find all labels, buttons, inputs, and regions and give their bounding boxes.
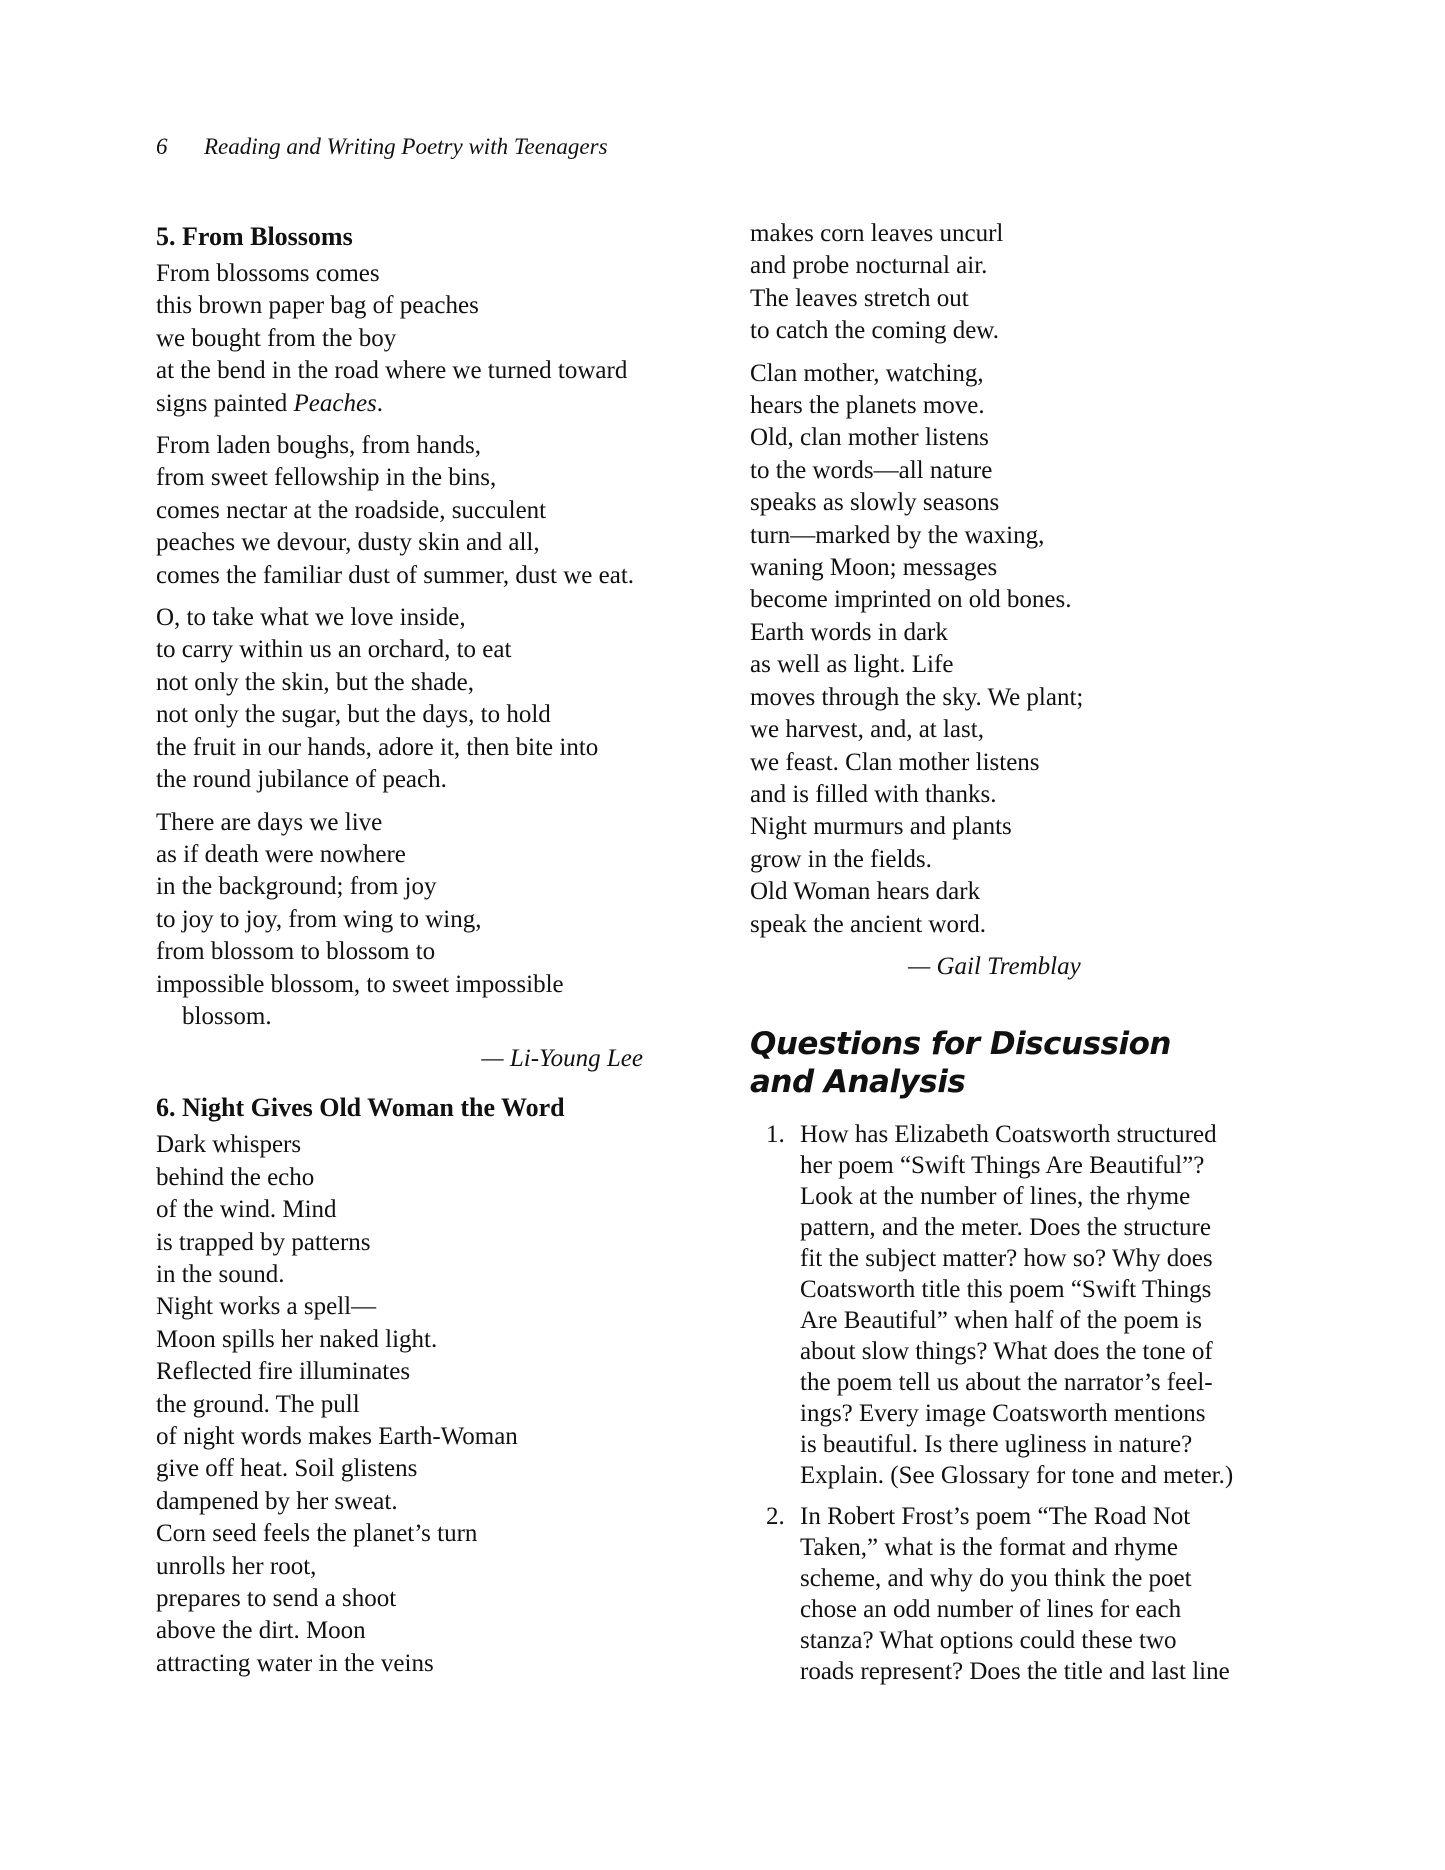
poem-line: we feast. Clan mother listens (750, 748, 1040, 776)
poem-line: not only the sugar, but the days, to hold (156, 701, 551, 729)
poem-line: behind the echo (156, 1163, 315, 1191)
poem-line: at the bend in the road where we turned toward (156, 357, 628, 385)
poem-line: speaks as slowly seasons (750, 489, 1000, 517)
poem-line: from blossom to blossom to (156, 938, 436, 966)
question-text-line: the poem tell us about the narrator’s feel- (800, 1368, 1213, 1396)
question-text-line: fit the subject matter? how so? Why does (800, 1244, 1213, 1272)
poem-line: give off heat. Soil glistens (156, 1455, 418, 1483)
left-column (156, 218, 716, 1690)
poem-line: peaches we devour, dusty skin and all, (156, 529, 540, 557)
poem-line: to the words—all nature (750, 456, 993, 484)
poem-line: Clan mother, watching, (750, 359, 984, 387)
poem-stanza (156, 807, 716, 1034)
poem-stanza (750, 358, 1310, 941)
poem-line: in the background; from joy (156, 873, 437, 901)
question-text-line: her poem “Swift Things Are Beautiful”? (800, 1151, 1205, 1179)
question-text-line: about slow things? What does the tone of (800, 1337, 1213, 1365)
poem-line: as if death were nowhere (156, 840, 406, 868)
running-header (156, 134, 608, 160)
question-text-line: Coatsworth title this poem “Swift Things (800, 1275, 1212, 1303)
poem-line: hears the planets move. (750, 392, 985, 420)
poem-line: Old, clan mother listens (750, 424, 989, 452)
poem-line: attracting water in the veins (156, 1649, 434, 1677)
poem-line-italic: Peaches (293, 389, 377, 417)
poem-line: Dark whispers (156, 1131, 302, 1159)
poem-line: Old Woman hears dark (750, 878, 981, 906)
poem-line: From blossoms comes (156, 260, 380, 287)
question-item (750, 1501, 1310, 1687)
poem-line: and probe nocturnal air. (750, 252, 988, 280)
poem-line: of night words makes Earth-Woman (156, 1423, 518, 1450)
poem-line: Night murmurs and plants (750, 813, 1012, 841)
section-heading (750, 1025, 1310, 1101)
question-text-line: Taken,” what is the format and rhyme (800, 1533, 1178, 1561)
question-text-line: chose an odd number of lines for each (800, 1595, 1182, 1623)
poem-line: There are days we live (156, 808, 383, 836)
poem-line: we bought from the boy (156, 324, 397, 352)
poem-line: not only the skin, but the shade, (156, 668, 475, 696)
poem-line: of the wind. Mind (156, 1196, 337, 1224)
poem-line: comes nectar at the roadside, succulent (156, 496, 547, 524)
poem-line: moves through the sky. We plant; (750, 683, 1084, 711)
poem-line: from sweet fellowship in the bins, (156, 464, 497, 492)
question-text-line: Explain. (See Glossary for tone and meter.) (800, 1461, 1234, 1489)
question-text-line: In Robert Frost’s poem “The Road Not (800, 1502, 1191, 1530)
poem-line: Moon spills her naked light. (156, 1325, 438, 1353)
poem-line: From laden boughs, from hands, (156, 432, 481, 460)
poem-line (156, 388, 716, 420)
poem-attribution: — Gail Tremblay (908, 952, 1081, 980)
poem-line: Night works a spell— (156, 1293, 377, 1321)
poem-line: prepares to send a shoot (156, 1585, 397, 1613)
poem-line: makes corn leaves uncurl (750, 220, 1004, 247)
question-text-line: Look at the number of lines, the rhyme (800, 1182, 1191, 1210)
poem-line: above the dirt. Moon (156, 1617, 366, 1645)
poem-stanza (750, 218, 1310, 348)
poem-line: as well as light. Life (750, 651, 954, 679)
poem-line: the ground. The pull (156, 1390, 360, 1418)
question-text-line: is beautiful. Is there ugliness in nature? (800, 1430, 1193, 1458)
poem-line: The leaves stretch out (750, 284, 969, 312)
poem-line: to catch the coming dew. (750, 317, 999, 345)
poem-line-text: signs painted (156, 389, 294, 417)
poem-line: waning Moon; messages (750, 554, 998, 582)
question-text-line: scheme, and why do you think the poet (800, 1564, 1192, 1592)
poem-line: O, to take what we love inside, (156, 604, 466, 632)
poem-title-night-gives-old-woman-the-word: 6. Night Gives Old Woman the Word (156, 1093, 565, 1123)
poem-line: this brown paper bag of peaches (156, 292, 479, 320)
question-text-line: How has Elizabeth Coatsworth structured (800, 1120, 1217, 1148)
poem-line: the round jubilance of peach. (156, 766, 447, 794)
poem-line: and is filled with thanks. (750, 780, 997, 808)
poem-attribution: — Li-Young Lee (481, 1045, 643, 1073)
poem-line: to carry within us an orchard, to eat (156, 636, 512, 664)
poem-line: in the sound. (156, 1260, 285, 1288)
section-heading-line: Questions for Discussion (750, 1025, 1171, 1062)
section-heading-line: and Analysis (750, 1063, 966, 1100)
poem-line: blossom. (182, 1002, 272, 1030)
poem-line: dampened by her sweat. (156, 1487, 398, 1515)
poem-stanza (156, 430, 716, 592)
poem-line: grow in the fields. (750, 845, 932, 873)
poem-line: to joy to joy, from wing to wing, (156, 905, 482, 933)
poem-line: turn—marked by the waxing, (750, 521, 1045, 549)
poem-line: comes the familiar dust of summer, dust we eat. (156, 561, 635, 589)
running-title: Reading and Writing Poetry with Teenagers (204, 134, 608, 159)
question-number: 2. (766, 1502, 785, 1530)
poem-stanza (156, 258, 716, 420)
poem-stanza (156, 602, 716, 796)
question-text-line: stanza? What options could these two (800, 1626, 1177, 1654)
poem-stanza (156, 1129, 716, 1680)
poem-line: become imprinted on old bones. (750, 586, 1072, 614)
poem-line: we harvest, and, at last, (750, 716, 984, 744)
poem-line: unrolls her root, (156, 1552, 317, 1580)
question-number: 1. (766, 1120, 785, 1148)
question-text-line: ings? Every image Coatsworth mentions (800, 1399, 1206, 1427)
question-text-line: roads represent? Does the title and last line (800, 1657, 1230, 1685)
poem-line: speak the ancient word. (750, 910, 987, 938)
poem-line: is trapped by patterns (156, 1228, 371, 1256)
right-column (750, 218, 1310, 1697)
question-text-line: Are Beautiful” when half of the poem is (800, 1306, 1202, 1334)
question-list (750, 1119, 1310, 1687)
page-number: 6 (156, 134, 168, 159)
poem-line: Earth words in dark (750, 618, 948, 646)
poem-line: the fruit in our hands, adore it, then bite into (156, 733, 599, 761)
poem-line: impossible blossom, to sweet impossible (156, 970, 564, 998)
question-item (750, 1119, 1310, 1491)
poem-line: Reflected fire illuminates (156, 1358, 411, 1386)
poem-line: Corn seed feels the planet’s turn (156, 1520, 478, 1548)
poem-line-text: . (376, 389, 384, 417)
question-text-line: pattern, and the meter. Does the structure (800, 1213, 1211, 1241)
poem-title-from-blossoms: 5. From Blossoms (156, 222, 353, 251)
